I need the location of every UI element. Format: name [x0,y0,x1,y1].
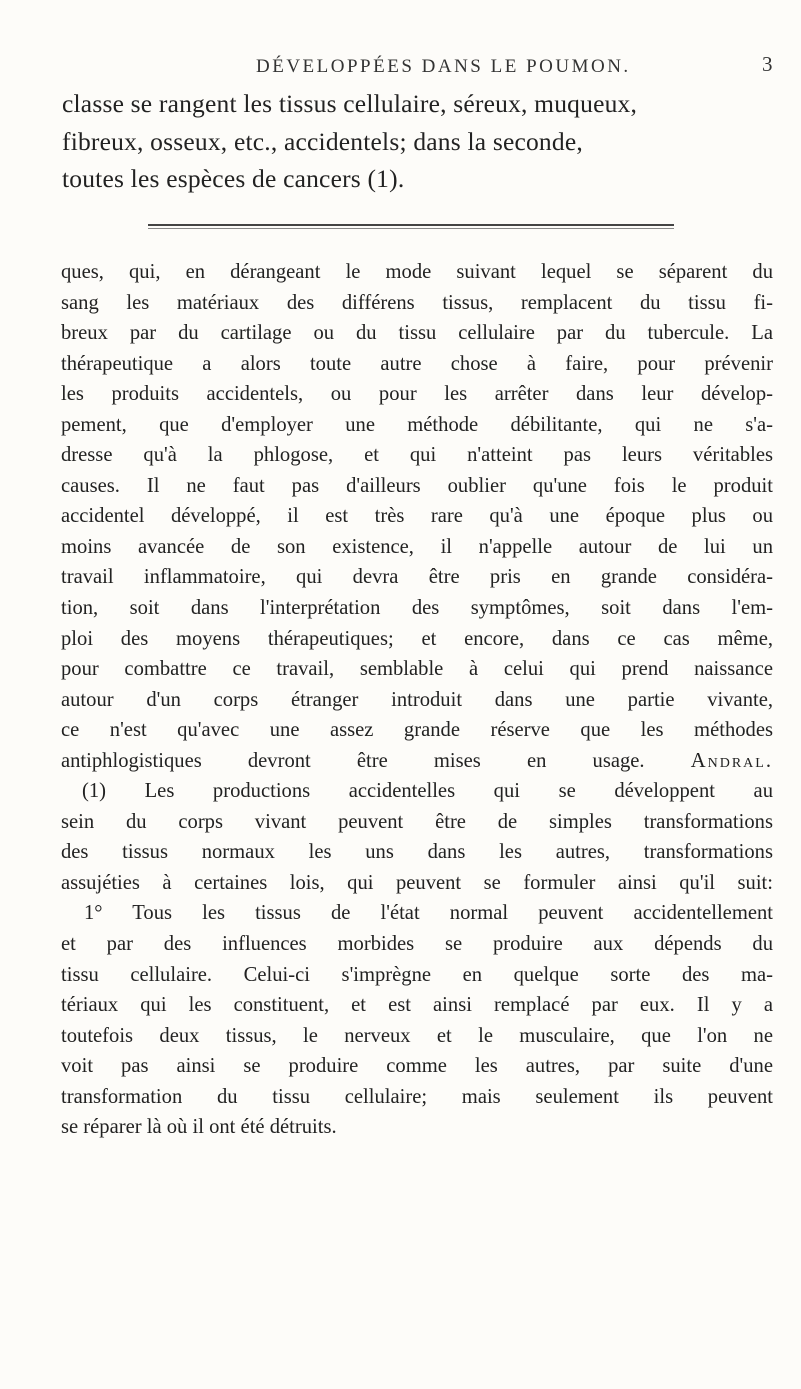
note-line: dresse qu'à la phlogose, et qui n'atteint pas leurs véritables [61,444,773,467]
main-text-line: classe se rangent les tissus cellulaire, séreux, muqueux, [62,89,638,118]
note-line-with-signature [61,746,773,777]
footnote-line: voit pas ainsi se produire comme les autres, par suite d'une [61,1055,773,1078]
footnote-line: assujéties à certaines lois, qui peuvent se formuler ainsi qu'il suit: [61,871,773,894]
note-line: les produits accidentels, ou pour les arrêter dans leur dévelop- [61,383,773,406]
footnote-line: toutefois deux tissus, le nerveux et le musculaire, que l'on ne [61,1024,773,1047]
main-text-line: fibreux, osseux, etc., accidentels; dans la seconde, [62,126,583,156]
footnote-line: sein du corps vivant peuvent être de simples transformations [61,810,773,833]
footnote-line: 1° Tous les tissus de l'état normal peuvent accidentellement [84,902,773,925]
footnote-block [61,257,773,1143]
footnote-line: tissu cellulaire. Celui-ci s'imprègne en quelque sorte des ma- [61,963,773,986]
note-line: ques, qui, en dérangeant le mode suivant lequel se séparent du [61,261,773,283]
footnote-line: (1) Les productions accidentelles qui se développent au [82,780,773,803]
running-head-title: DÉVELOPPÉES DANS LE POUMON. [256,56,631,77]
note-line: ploi des moyens thérapeutiques; et encore, dans ce cas même, [61,627,773,650]
footnote-line: des tissus normaux les uns dans les autres, transformations [61,841,773,864]
main-text [62,85,767,198]
footnote-separator-rule [148,224,674,226]
footnote-line: transformation du tissu cellulaire; mais seulement ils peuvent [61,1085,773,1108]
note-line: moins avancée de son existence, il n'appelle autour de lui un [61,535,773,558]
note-line: pement, que d'employer une méthode débilitante, qui ne s'a- [61,413,773,436]
note-line: causes. Il ne faut pas d'ailleurs oublier qu'une fois le produit [61,474,773,497]
footnote-line: tériaux qui les constituent, et est ainsi remplacé par eux. Il y a [61,994,773,1017]
note-line: autour d'un corps étranger introduit dans une partie vivante, [61,688,773,711]
note-line: travail inflammatoire, qui devra être pris en grande considéra- [61,566,773,589]
note-line: sang les matériaux des différens tissus, remplacent du tissu fi- [61,291,773,314]
note-line-text: antiphlogistiques devront être mises en usage. [61,749,645,772]
page-number: 3 [762,52,773,76]
note-line: pour combattre ce travail, semblable à celui qui prend naissance [61,658,773,681]
author-signature: Andral. [690,749,773,772]
main-text-line: toutes les espèces de cancers (1). [62,164,405,193]
footnote-line: se réparer là où il ont été détruits. [61,1116,337,1139]
note-line: thérapeutique a alors toute autre chose à faire, pour prévenir [61,352,773,375]
note-line: breux par du cartilage ou du tissu cellulaire par du tubercule. La [61,322,773,345]
footnote-line: et par des influences morbides se produire aux dépends du [61,933,773,956]
note-line: accidentel développé, il est très rare qu'à une époque plus ou [61,505,773,528]
note-line: ce n'est qu'avec une assez grande réserve que les méthodes [61,719,773,742]
note-line: tion, soit dans l'interprétation des symptômes, soit dans l'em- [61,597,773,620]
